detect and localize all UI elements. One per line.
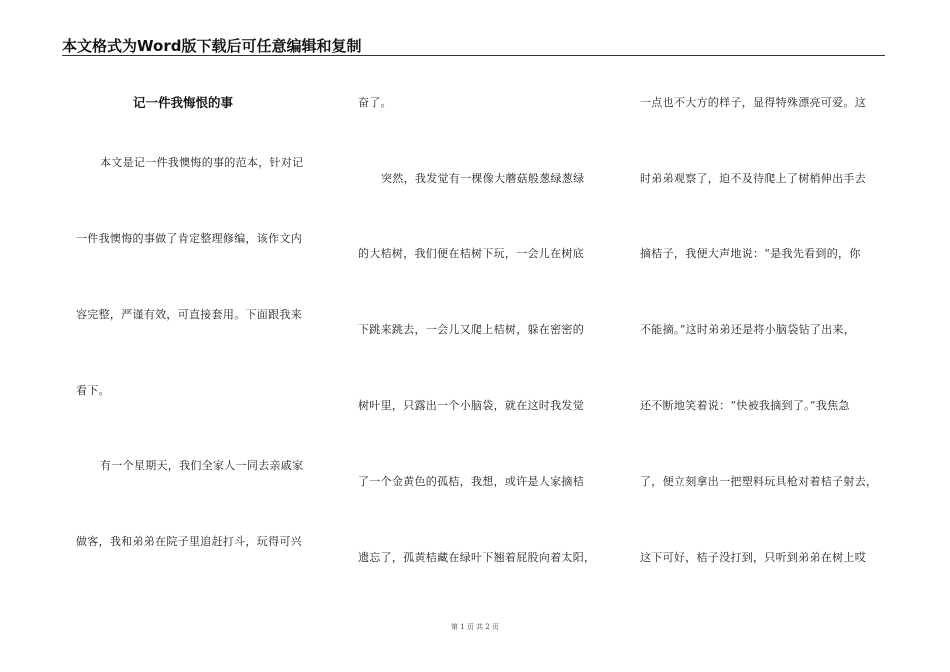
paragraph-line: 这下可好，桔子没打到，只听到弟弟在树上哎: [640, 551, 866, 564]
paragraph-line: 奋了。: [358, 96, 392, 109]
paragraph-line: 了，便立刻拿出一把塑料玩具枪对着桔子射去，: [640, 475, 878, 488]
paragraph-line: 树叶里，只露出一个小脑袋，就在这时我发觉: [358, 399, 584, 412]
paragraph-line: 摘桔子，我便大声地说：“是我先看到的，你: [640, 247, 861, 260]
header-divider: [62, 55, 885, 56]
paragraph-line: 下跳来跳去，一会儿又爬上桔树，躲在密密的: [358, 323, 584, 336]
paragraph-line: 本文是记一件我懊悔的事的范本，针对记: [100, 156, 304, 169]
paragraph-line: 一点也不大方的样子，显得特殊漂亮可爱。这: [640, 96, 866, 109]
paragraph-line: 突然，我发觉有一棵像大蘑菇般葱绿葱绿: [381, 172, 585, 185]
paragraph-line: 有一个星期天，我们全家人一同去亲戚家: [100, 459, 304, 472]
paragraph-line: 遗忘了，孤黄桔藏在绿叶下翘着屁股向着太阳，: [358, 551, 596, 564]
paragraph-line: 还不断地笑着说：“快被我摘到了。”我焦急: [640, 399, 850, 412]
paragraph-line: 的大桔树，我们便在桔树下玩，一会儿在树底: [358, 247, 584, 260]
paragraph-line: 一件我懊悔的事做了肯定整理修编，该作文内: [76, 232, 302, 245]
page-number: 第 1 页 共 2 页: [450, 623, 500, 631]
paragraph-line: 看下。: [76, 384, 110, 397]
paragraph-line: 时弟弟观察了，迫不及待爬上了树梢伸出手去: [640, 172, 866, 185]
paragraph-line: 容完整，严谨有效，可直接套用。下面跟我来: [76, 308, 302, 321]
paragraph-line: 不能摘。”这时弟弟还是将小脑袋钻了出来，: [640, 323, 856, 336]
paragraph-line: 了一个金黄色的孤桔，我想，或许是人家摘桔: [358, 475, 584, 488]
paragraph-line: 做客，我和弟弟在院子里追赶打斗，玩得可兴: [76, 535, 302, 548]
header-title: 本文格式为Word版下载后可任意编辑和复制: [62, 37, 362, 55]
document-title: 记一件我悔恨的事: [133, 95, 234, 110]
